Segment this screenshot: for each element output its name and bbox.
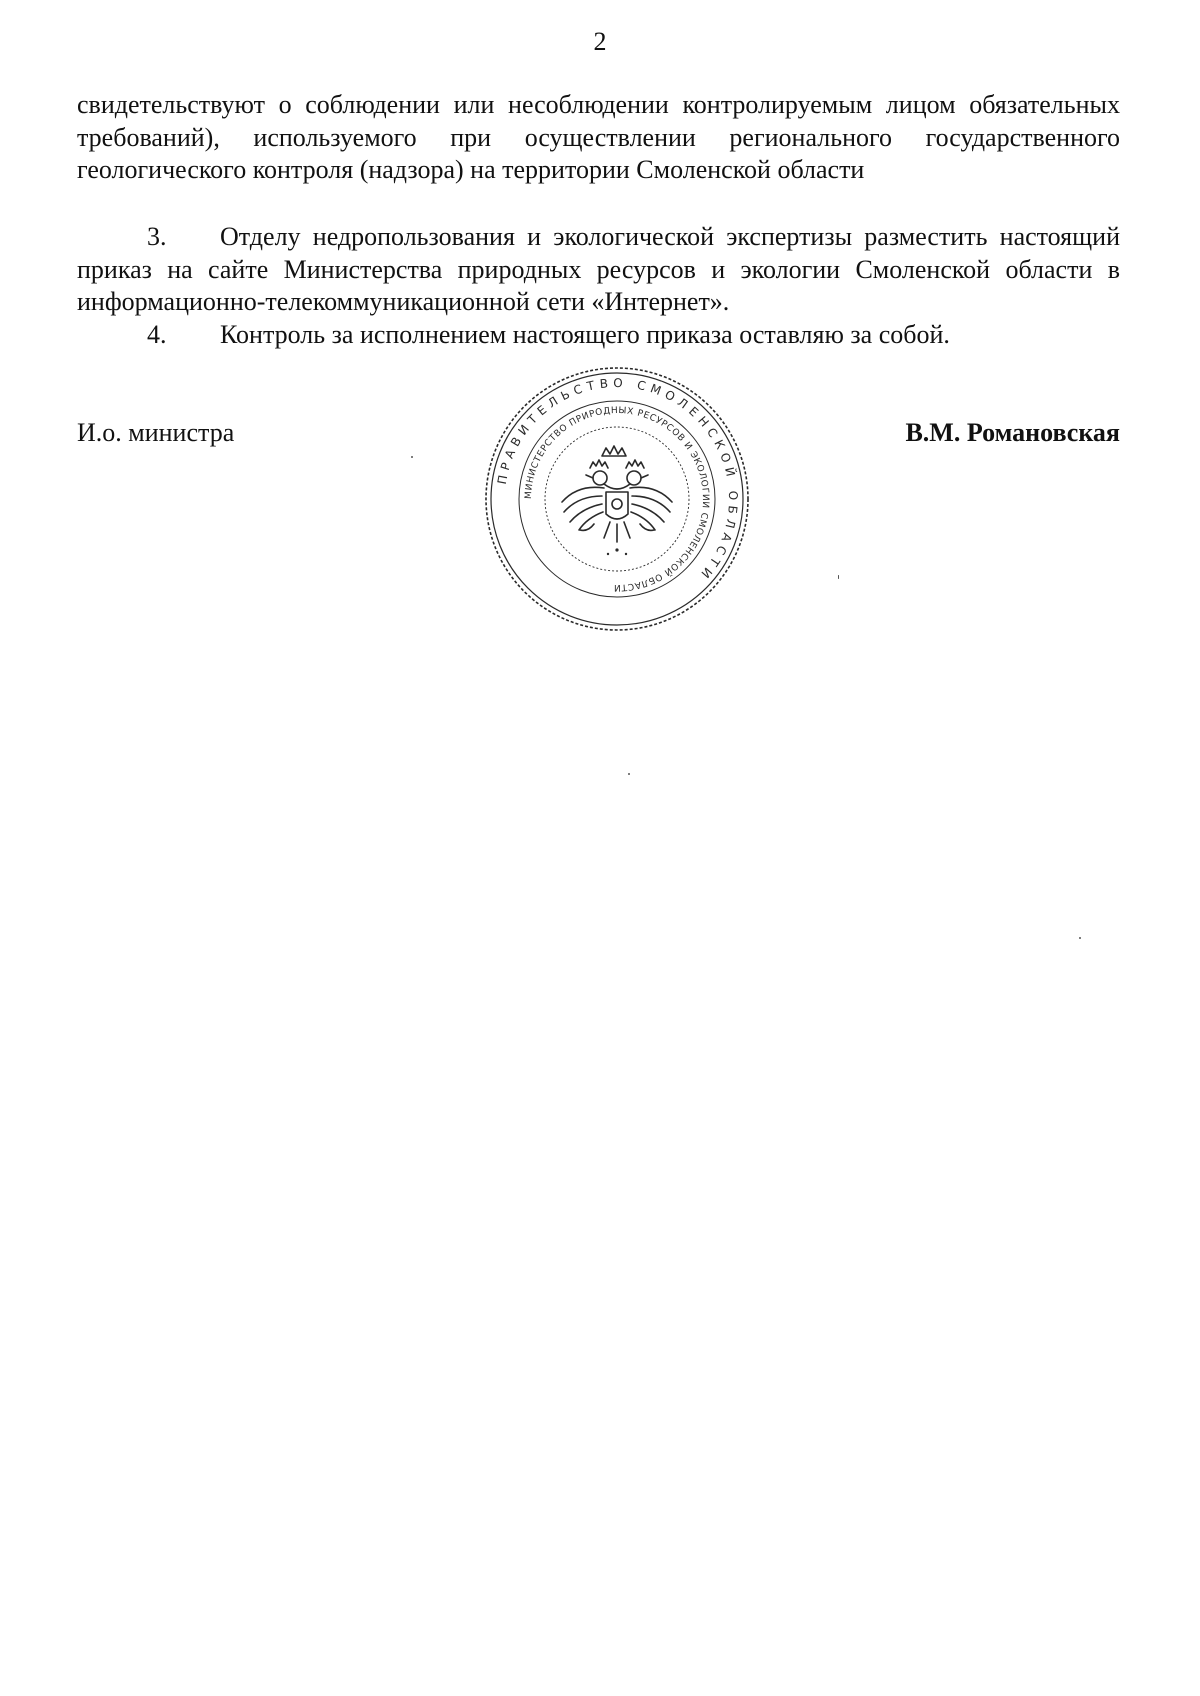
signatory-title: И.о. министра	[77, 418, 235, 447]
svg-text:ПРАВИТЕЛЬСТВО СМОЛЕНСКОЙ ОБЛАС: ПРАВИТЕЛЬСТВО СМОЛЕНСКОЙ ОБЛАСТИ	[494, 375, 741, 585]
scan-speck	[1079, 937, 1081, 939]
continuation-paragraph: свидетельствуют о соблюдении или несоблюдении контролируемым лицом обязательных требований), используемого при осуществлении регионального государственного геологического контроля (надзора) на территории Смоленской области	[77, 90, 1120, 184]
signatory-name: В.М. Романовская	[905, 418, 1120, 447]
list-item-4	[77, 319, 1120, 352]
list-item-number: 4.	[147, 320, 167, 349]
list-item-text: Отделу недропользования и экологической экспертизы разместить настоящий приказ на сайте Министерства природных ресурсов и экологии Смоленской области в информационно-телекоммуникационной сети «Интернет».	[77, 222, 1120, 316]
official-seal-icon	[482, 364, 752, 634]
svg-text:МИНИСТЕРСТВО ПРИРОДНЫХ РЕСУРСО: МИНИСТЕРСТВО ПРИРОДНЫХ РЕСУРСОВ И ЭКОЛОГИИ СМОЛЕНСКОЙ ОБЛАСТИ	[523, 405, 711, 593]
list-item-number: 3.	[147, 222, 167, 251]
scan-speck	[628, 773, 630, 775]
list-item-3	[77, 221, 1120, 319]
list-item-text: Контроль за исполнением настоящего приказа оставляю за собой.	[220, 320, 950, 349]
scan-speck	[411, 456, 413, 458]
scan-speck	[838, 575, 839, 579]
page-number: 2	[593, 27, 607, 56]
